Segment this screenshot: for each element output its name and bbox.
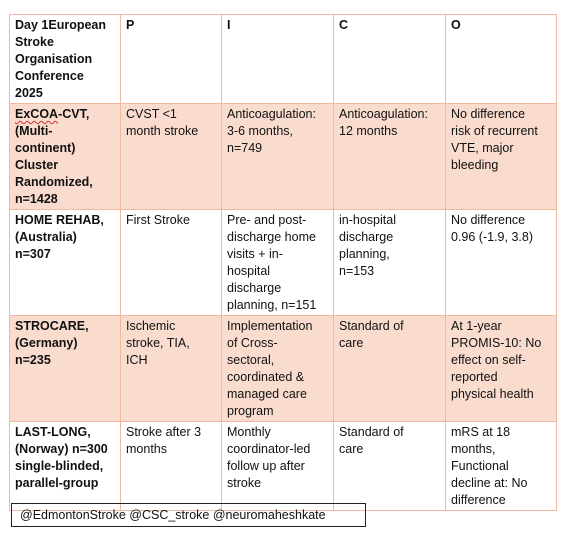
cell-line: reported	[451, 370, 498, 384]
cell-line: Stroke after 3	[126, 425, 202, 439]
cell-line: stroke	[227, 476, 262, 490]
cell-line: hospital	[227, 264, 271, 278]
cell-line: 3-6 months,	[227, 124, 294, 138]
population-cell	[121, 422, 222, 511]
cell-line: bleeding	[451, 158, 499, 172]
cell-line: At 1-year	[451, 319, 502, 333]
population-cell	[121, 104, 222, 210]
cell-line: Anticoagulation:	[227, 107, 316, 121]
study-line: (Norway) n=300	[15, 442, 108, 456]
cell-line: effect on self-	[451, 353, 526, 367]
cell-line: n=749	[227, 141, 263, 155]
cell-line: month stroke	[126, 124, 199, 138]
cell-line: planning, n=151	[227, 298, 317, 312]
study-name-line	[15, 106, 115, 123]
study-cell	[10, 210, 121, 316]
outcome-cell	[446, 104, 557, 210]
header-c: C	[334, 15, 446, 104]
header-conference-line: Conference	[15, 69, 84, 83]
intervention-cell	[222, 316, 334, 422]
cell-line: Monthly	[227, 425, 271, 439]
study-line: LAST-LONG,	[15, 425, 91, 439]
cell-line: Ischemic	[126, 319, 176, 333]
cell-line: CVST <1	[126, 107, 177, 121]
intervention-cell	[222, 422, 334, 511]
cell-line: PROMIS-10: No	[451, 336, 542, 350]
cell-line: ICH	[126, 353, 148, 367]
header-i: I	[222, 15, 334, 104]
study-line: STROCARE,	[15, 319, 89, 333]
comparison-cell	[334, 104, 446, 210]
comparison-cell	[334, 210, 446, 316]
study-line: single-blinded,	[15, 459, 104, 473]
study-cell	[10, 422, 121, 511]
cell-line: coordinator-led	[227, 442, 311, 456]
header-conference-line: Day 1European	[15, 18, 107, 32]
study-cell	[10, 316, 121, 422]
cell-line: sectoral,	[227, 353, 275, 367]
twitter-handles-text: @EdmontonStroke @CSC_stroke @neuromaheshkate	[20, 508, 326, 522]
cell-line: No difference	[451, 213, 526, 227]
header-o: O	[446, 15, 557, 104]
study-line: parallel-group	[15, 476, 99, 490]
header-conference-cell	[10, 15, 121, 104]
population-cell	[121, 316, 222, 422]
cell-line: VTE, major	[451, 141, 514, 155]
table-row	[10, 210, 557, 316]
cell-line: program	[227, 404, 274, 418]
study-cell	[10, 104, 121, 210]
study-line: HOME REHAB,	[15, 213, 104, 227]
cell-line: 12 months	[339, 124, 398, 138]
cell-line: stroke, TIA,	[126, 336, 190, 350]
cell-line: months,	[451, 442, 496, 456]
cell-line: First Stroke	[126, 213, 190, 227]
cell-line: discharge	[227, 281, 282, 295]
study-line: n=1428	[15, 192, 58, 206]
cell-line: mRS at 18	[451, 425, 511, 439]
cell-line: Implementation	[227, 319, 313, 333]
outcome-cell	[446, 422, 557, 511]
twitter-handles-box	[11, 503, 366, 527]
pico-table	[9, 14, 557, 511]
intervention-cell	[222, 210, 334, 316]
study-name-rest: -CVT,	[58, 107, 90, 121]
cell-line: Anticoagulation:	[339, 107, 428, 121]
cell-line: 0.96 (-1.9, 3.8)	[451, 230, 533, 244]
study-line: n=235	[15, 353, 51, 367]
comparison-cell	[334, 422, 446, 511]
study-line: (Multi-	[15, 124, 53, 138]
cell-line: visits + in-	[227, 247, 283, 261]
header-p: P	[121, 15, 222, 104]
cell-line: risk of recurrent	[451, 124, 538, 138]
cell-line: discharge home	[227, 230, 316, 244]
cell-line: follow up after	[227, 459, 305, 473]
cell-line: Standard of	[339, 425, 404, 439]
intervention-cell	[222, 104, 334, 210]
cell-line: coordinated &	[227, 370, 305, 384]
spellcheck-flagged-word: ExCOA	[15, 107, 59, 121]
study-line: (Germany)	[15, 336, 78, 350]
cell-line: Pre- and post-	[227, 213, 307, 227]
cell-line: care	[339, 336, 364, 350]
table-row	[10, 422, 557, 511]
study-line: continent)	[15, 141, 76, 155]
table-row	[10, 316, 557, 422]
cell-line: n=153	[339, 264, 375, 278]
cell-line: physical health	[451, 387, 534, 401]
cell-line: Standard of	[339, 319, 404, 333]
left-border-stub	[9, 494, 10, 504]
study-line: (Australia)	[15, 230, 77, 244]
cell-line: months	[126, 442, 167, 456]
header-conference-line: Stroke	[15, 35, 54, 49]
cell-line: of Cross-	[227, 336, 278, 350]
population-cell	[121, 210, 222, 316]
outcome-cell	[446, 316, 557, 422]
table-row	[10, 104, 557, 210]
cell-line: care	[339, 442, 364, 456]
study-line: Cluster	[15, 158, 59, 172]
cell-line: planning,	[339, 247, 390, 261]
header-row	[10, 15, 557, 104]
cell-line: Functional	[451, 459, 509, 473]
outcome-cell	[446, 210, 557, 316]
cell-line: managed care	[227, 387, 307, 401]
cell-line: in-hospital	[339, 213, 396, 227]
study-line: n=307	[15, 247, 51, 261]
cell-line: No difference	[451, 107, 526, 121]
header-conference-line: Organisation	[15, 52, 93, 66]
comparison-cell	[334, 316, 446, 422]
header-conference-line: 2025	[15, 86, 43, 100]
cell-line: discharge	[339, 230, 394, 244]
cell-line: decline at: No	[451, 476, 528, 490]
cell-line: difference	[451, 493, 506, 507]
study-line: Randomized,	[15, 175, 93, 189]
